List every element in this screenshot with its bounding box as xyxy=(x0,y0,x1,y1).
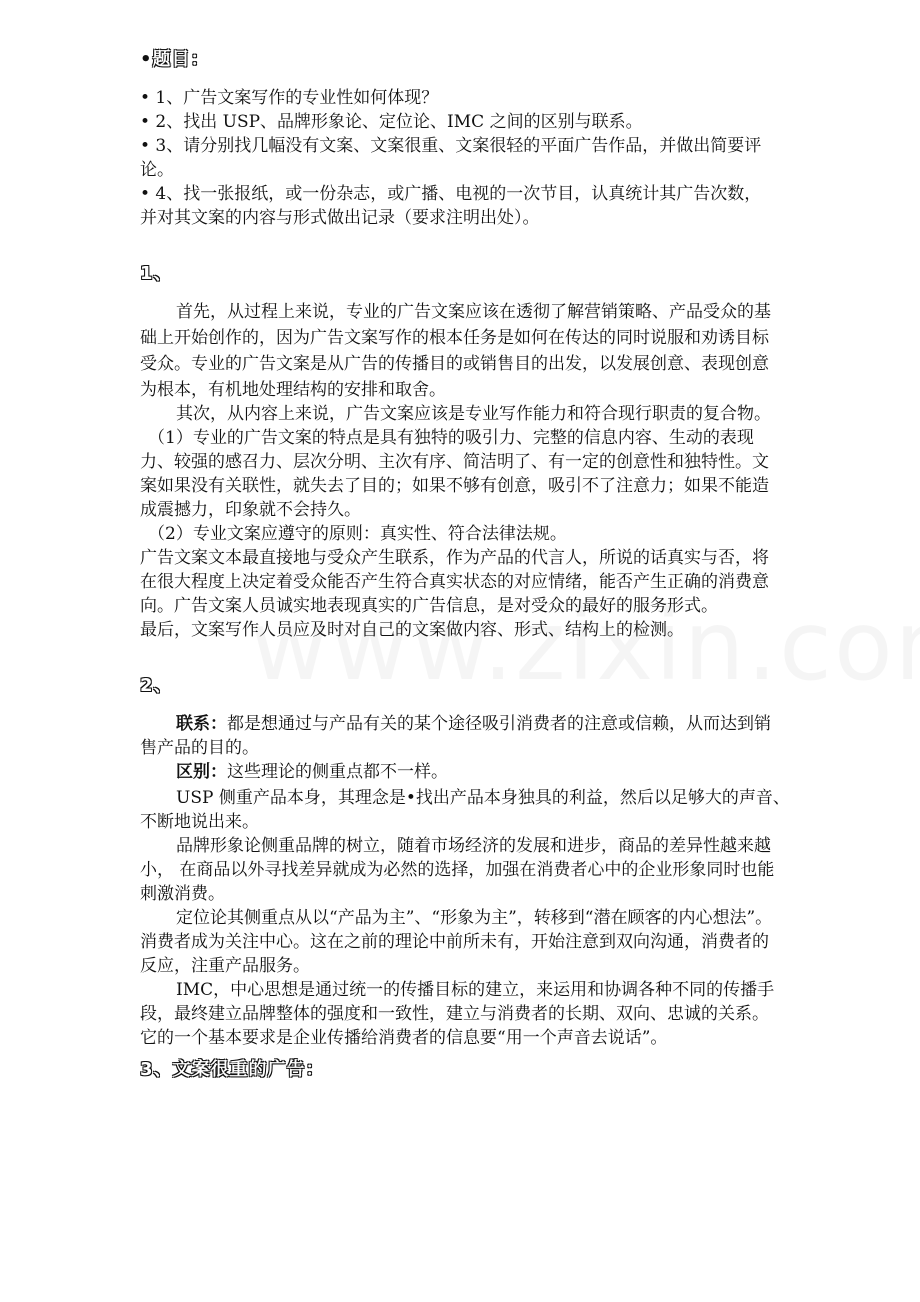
s2-line-5: 刺激消费。 xyxy=(140,884,225,904)
s1-line-1: 首先，从过程上来说，专业的广告文案应该在透彻了解营销策略、产品受众的基 xyxy=(176,302,771,322)
s2-qubie-text: 这些理论的侧重点都不一样。 xyxy=(227,762,448,782)
s1-line-3: 受众。专业的广告文案是从广告的传播目的或销售目的出发，以发展创意、表现创意 xyxy=(140,354,769,374)
s2-line-7: 消费者成为关注中心。这在之前的理论中前所未有，开始注意到双向沟通，消费者的 xyxy=(140,932,769,952)
s2-lianxi-cont: 售产品的目的。 xyxy=(140,738,259,758)
s2-line-2: 不断地说出来。 xyxy=(140,812,259,832)
s2-line-6: 定位论其侧重点从以“产品为主”、“形象为主”，转移到“潜在顾客的内心想法”。 xyxy=(176,908,773,928)
s2-lianxi-text: 都是想通过与产品有关的某个途径吸引消费者的注意或信赖，从而达到销 xyxy=(227,714,771,734)
question-1: • 1、广告文案写作的专业性如何体现？ xyxy=(140,88,439,108)
question-3-cont: 论。 xyxy=(140,160,174,180)
section-2-heading: 2、 xyxy=(140,675,173,696)
s2-qubie xyxy=(176,760,448,784)
section-1-heading: 1、 xyxy=(140,263,173,284)
title-heading: •题目： xyxy=(140,49,210,70)
question-4-cont: 并对其文案的内容与形式做出记录（要求注明出处）。 xyxy=(140,208,540,228)
question-2: • 2、找出 USP、品牌形象论、定位论、IMC 之间的区别与联系。 xyxy=(140,112,643,132)
s1-line-2: 础上开始创作的，因为广告文案写作的根本任务是如何在传达的同时说服和劝诱目标 xyxy=(140,328,769,348)
s1-line-13: 向。广告文案人员诚实地表现真实的广告信息，是对受众的最好的服务形式。 xyxy=(140,596,718,616)
s2-lianxi xyxy=(176,712,771,736)
s2-line-3: 品牌形象论侧重品牌的树立，随着市场经济的发展和进步，商品的差异性越来越 xyxy=(176,836,771,856)
s2-line-11: 它的一个基本要求是企业传播给消费者的信息要“用一个声音去说话”。 xyxy=(140,1028,668,1048)
section-3-heading: 3、文案很重的广告： xyxy=(140,1059,325,1080)
s1-line-6: （1）专业的广告文案的特点是具有独特的吸引力、完整的信息内容、生动的表现 xyxy=(148,428,754,448)
s1-line-9: 成震撼力，印象就不会持久。 xyxy=(140,500,361,520)
s1-line-12: 在很大程度上决定着受众能否产生符合真实状态的对应情绪，能否产生正确的消费意 xyxy=(140,572,769,592)
s1-line-11: 广告文案文本最直接地与受众产生联系，作为产品的代言人，所说的话真实与否，将 xyxy=(140,548,769,568)
question-4: • 4、找一张报纸，或一份杂志，或广播、电视的一次节目，认真统计其广告次数， xyxy=(140,184,762,204)
s2-line-10: 段，最终建立品牌整体的强度和一致性，建立与消费者的长期、双向、忠诚的关系。 xyxy=(140,1004,769,1024)
s1-line-5: 其次，从内容上来说，广告文案应该是专业写作能力和符合现行职责的复合物。 xyxy=(176,404,771,424)
s2-line-8: 反应，注重产品服务。 xyxy=(140,956,310,976)
s1-line-7: 力、较强的感召力、层次分明、主次有序、简洁明了、有一定的创意性和独特性。文 xyxy=(140,452,769,472)
s2-lianxi-label: 联系： xyxy=(176,714,227,734)
s2-line-9: IMC，中心思想是通过统一的传播目标的建立，来运用和协调各种不同的传播手 xyxy=(176,980,775,1000)
s1-line-4: 为根本，有机地处理结构的安排和取舍。 xyxy=(140,380,446,400)
question-3: • 3、请分别找几幅没有文案、文案很重、文案很轻的平面广告作品，并做出简要评 xyxy=(140,136,762,156)
s1-line-8: 案如果没有关联性，就失去了目的；如果不够有创意，吸引不了注意力；如果不能造 xyxy=(140,476,769,496)
s2-line-4: 小， 在商品以外寻找差异就成为必然的选择，加强在消费者心中的企业形象同时也能 xyxy=(140,860,775,880)
s2-line-1: USP 侧重产品本身，其理念是•找出产品本身独具的利益，然后以足够大的声音、 xyxy=(176,788,790,808)
s2-qubie-label: 区别： xyxy=(176,762,227,782)
s1-line-14: 最后，文案写作人员应及时对自己的文案做内容、形式、结构上的检测。 xyxy=(140,620,684,640)
s1-line-10: （2）专业文案应遵守的原则：真实性、符合法律法规。 xyxy=(148,524,567,544)
